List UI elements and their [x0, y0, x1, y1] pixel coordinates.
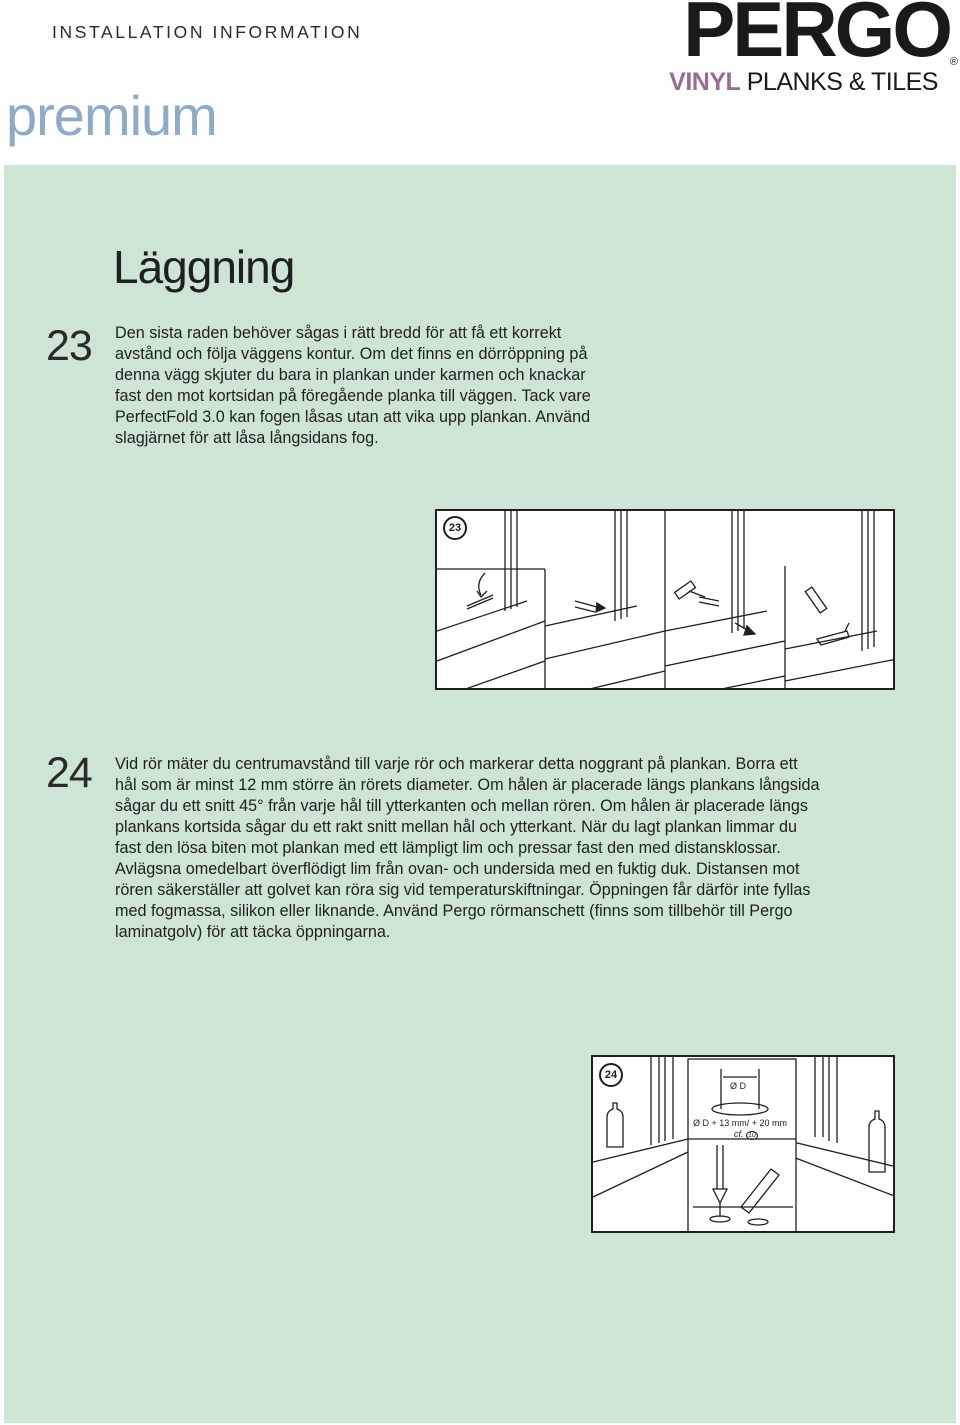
step-number: 24	[46, 749, 92, 797]
text-line: med fogmassa, silikon eller liknande. Använd Pergo rörmanschett (finns som tillbehör till Pergo	[115, 902, 793, 920]
brand-tagline-vinyl: VINYL	[669, 68, 741, 96]
brand-name: PERGO	[683, 0, 950, 73]
text-line: PerfectFold 3.0 kan fogen låsas utan att vika upp plankan. Använd	[115, 408, 591, 426]
illustration-24	[591, 1055, 895, 1233]
product-line-title: premium	[6, 84, 217, 147]
figure-badge: 23	[443, 516, 467, 540]
text-line: laminatgolv) för att täcka öppningarna.	[115, 923, 391, 941]
reference-number: 10	[748, 1132, 756, 1139]
brand-tagline	[669, 70, 938, 95]
brand-tagline-rest: PLANKS & TILES	[740, 68, 938, 96]
step-text	[115, 754, 820, 943]
diameter-label: Ø D	[730, 1081, 747, 1091]
text-line: Avlägsna omedelbart överflödigt lim från ovan- och undersida med en fuktig duk. Distansen mot	[115, 860, 800, 878]
text-line: plankans kortsida sågar du ett rakt snitt mellan hål och ytterkant. När du lagt plankan limmar du	[115, 818, 798, 836]
header-label: INSTALLATION INFORMATION	[52, 22, 363, 42]
figure-badge: 24	[599, 1063, 623, 1087]
step-number: 23	[46, 322, 92, 370]
text-line: avstånd och följa väggens kontur. Om det finns en dörröppning på	[115, 345, 588, 363]
reference-text: cf.	[734, 1129, 744, 1139]
step-text	[115, 323, 591, 449]
text-line: Den sista raden behöver sågas i rätt bredd för att få ett korrekt	[115, 324, 562, 342]
text-line: denna vägg skjuter du bara in plankan under karmen och knackar	[115, 366, 586, 384]
registered-mark: ®	[949, 56, 958, 68]
text-line: Vid rör mäter du centrumavstånd till varje rör och markerar detta noggrant på plankan. Borra ett	[115, 755, 798, 773]
text-line: slagjärnet för att låsa långsidans fog.	[115, 429, 379, 447]
text-line: sågar du ett snitt 45° från varje hål till ytterkanten och mellan rören. Om hålen är placerade längs	[115, 797, 809, 815]
hole-size-label: Ø D + 13 mm/ + 20 mm	[693, 1118, 788, 1128]
text-line: fast den mot kortsidan på föregående planka till väggen. Tack vare	[115, 387, 591, 405]
pergo-logo	[669, 0, 958, 100]
illustration-23-drawing	[437, 511, 895, 690]
text-line: rören säkerställer att golvet kan röra sig vid temperaturskiftningar. Öppningen får därför inte fyllas	[115, 881, 811, 899]
reference-label	[734, 1129, 758, 1139]
section-title: Läggning	[113, 241, 295, 293]
illustration-23	[435, 509, 895, 690]
text-line: fast den lösa biten mot plankan med ett lämpligt lim och pressar fast den med distansklossar.	[115, 839, 781, 857]
text-line: hål som är minst 12 mm större än rörets diameter. Om hålen är placerade längs plankans långsida	[115, 776, 820, 794]
